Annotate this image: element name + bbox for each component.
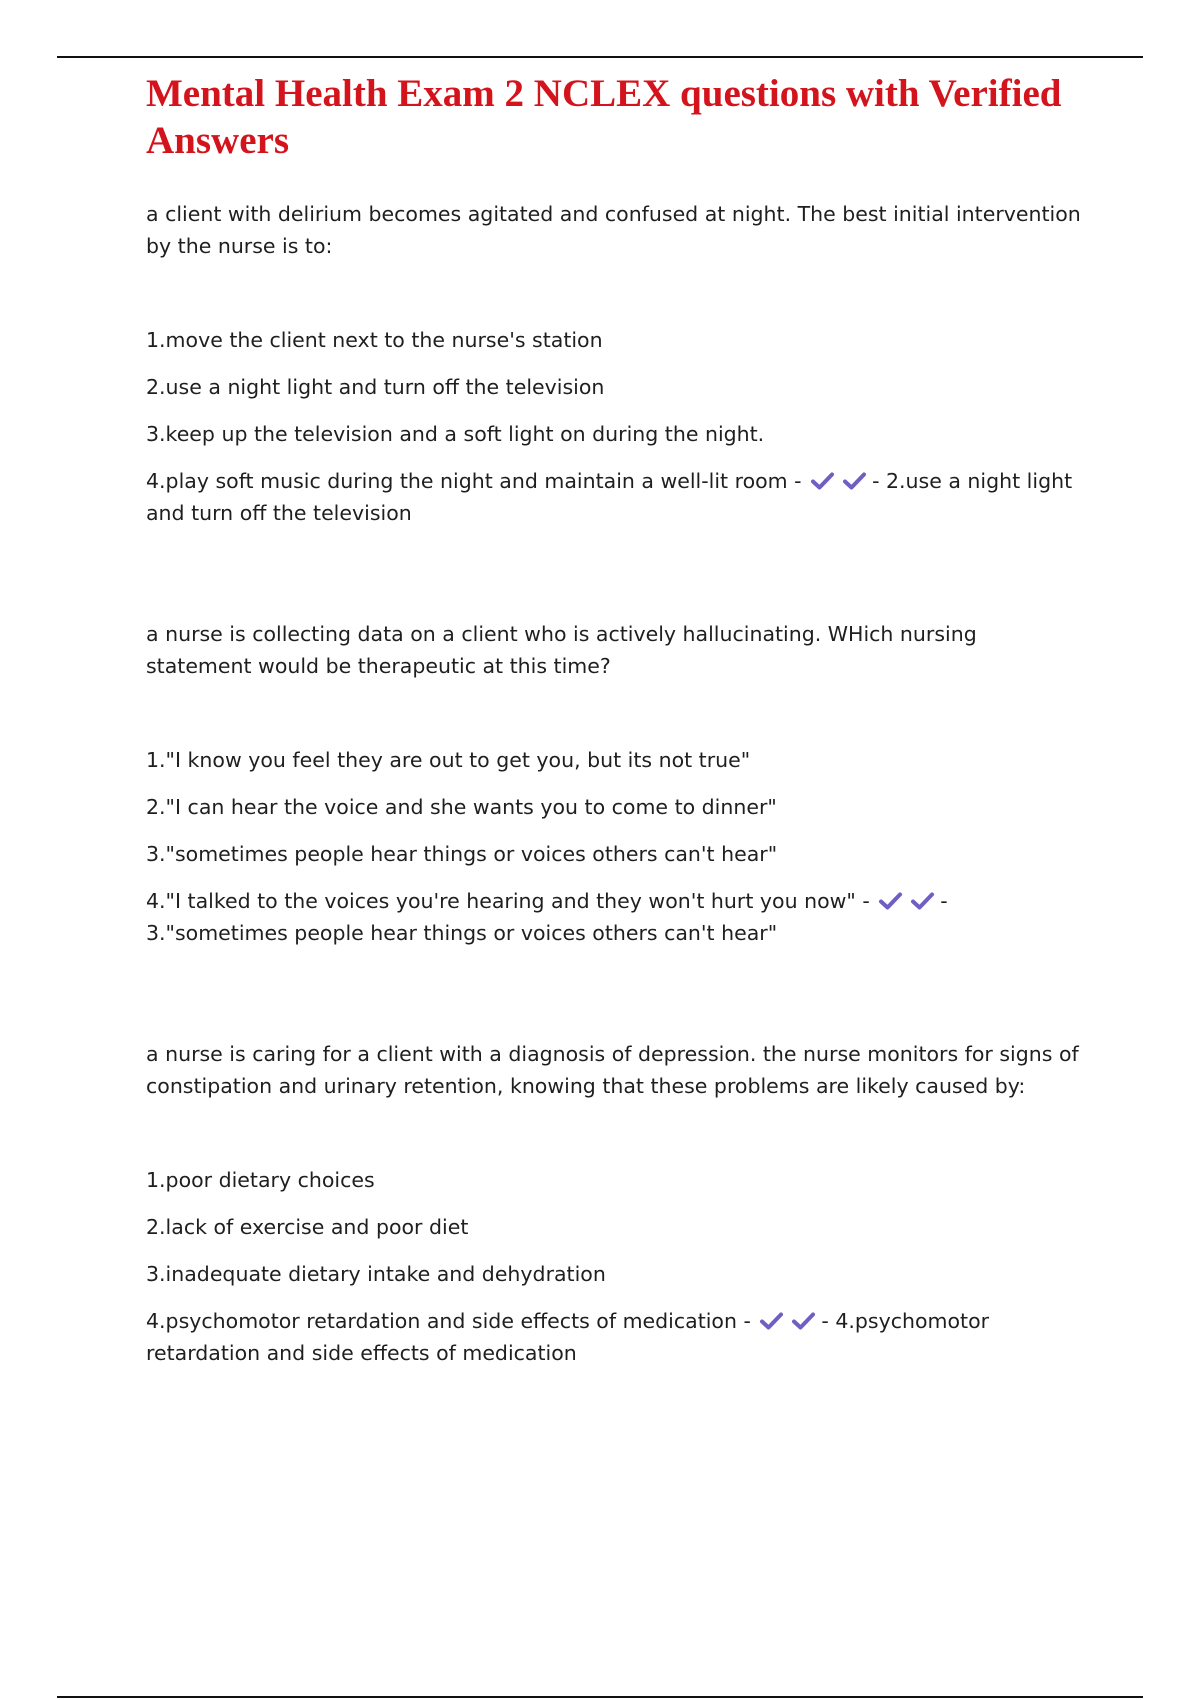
question-prompt: a nurse is collecting data on a client who is actively hallucinating. WHich nursing statement would be therapeutic at this time? xyxy=(146,622,977,678)
option-with-answer xyxy=(146,465,1086,529)
question-prompt: a nurse is caring for a client with a diagnosis of depression. the nurse monitors for signs of constipation and urinary retention, knowing that these problems are likely caused by: xyxy=(146,1042,1079,1098)
question-block xyxy=(146,1038,1086,1369)
check-icon xyxy=(910,891,935,911)
question-block xyxy=(146,198,1086,529)
option-item: 3.inadequate dietary intake and dehydration xyxy=(146,1262,606,1286)
check-icon xyxy=(791,1311,816,1331)
option-item: 2.lack of exercise and poor diet xyxy=(146,1215,469,1239)
document-body xyxy=(146,70,1086,1369)
check-icon xyxy=(878,891,903,911)
check-icon xyxy=(810,471,835,491)
verified-answer: - 4.psychomotor retardation and side effects of medication xyxy=(146,1309,990,1365)
option-item: 2.use a night light and turn off the television xyxy=(146,375,605,399)
option-item: 2."I can hear the voice and she wants you to come to dinner" xyxy=(146,795,777,819)
option-item: 1.move the client next to the nurse's station xyxy=(146,328,603,352)
question-prompt: a client with delirium becomes agitated and confused at night. The best initial intervention by the nurse is to: xyxy=(146,202,1081,258)
option-item: 1.poor dietary choices xyxy=(146,1168,375,1192)
verified-answer: - 2.use a night light and turn off the television xyxy=(146,469,1073,525)
option-item: 4."I talked to the voices you're hearing and they won't hurt you now" - xyxy=(146,889,870,913)
option-item: 3.keep up the television and a soft light on during the night. xyxy=(146,422,765,446)
option-with-answer xyxy=(146,1305,1086,1369)
document-title: Mental Health Exam 2 NCLEX questions with Verified Answers xyxy=(146,72,1062,162)
option-item: 3."sometimes people hear things or voices others can't hear" xyxy=(146,842,778,866)
top-rule xyxy=(57,56,1143,58)
check-icon xyxy=(759,1311,784,1331)
question-block xyxy=(146,618,1086,949)
option-item: 4.play soft music during the night and maintain a well-lit room - xyxy=(146,469,802,493)
option-item: 1."I know you feel they are out to get you, but its not true" xyxy=(146,748,751,772)
option-item: 4.psychomotor retardation and side effects of medication - xyxy=(146,1309,751,1333)
bottom-rule xyxy=(57,1696,1143,1698)
check-icon xyxy=(842,471,867,491)
verified-answer: - 3."sometimes people hear things or voices others can't hear" xyxy=(146,889,948,945)
option-with-answer xyxy=(146,885,1086,949)
